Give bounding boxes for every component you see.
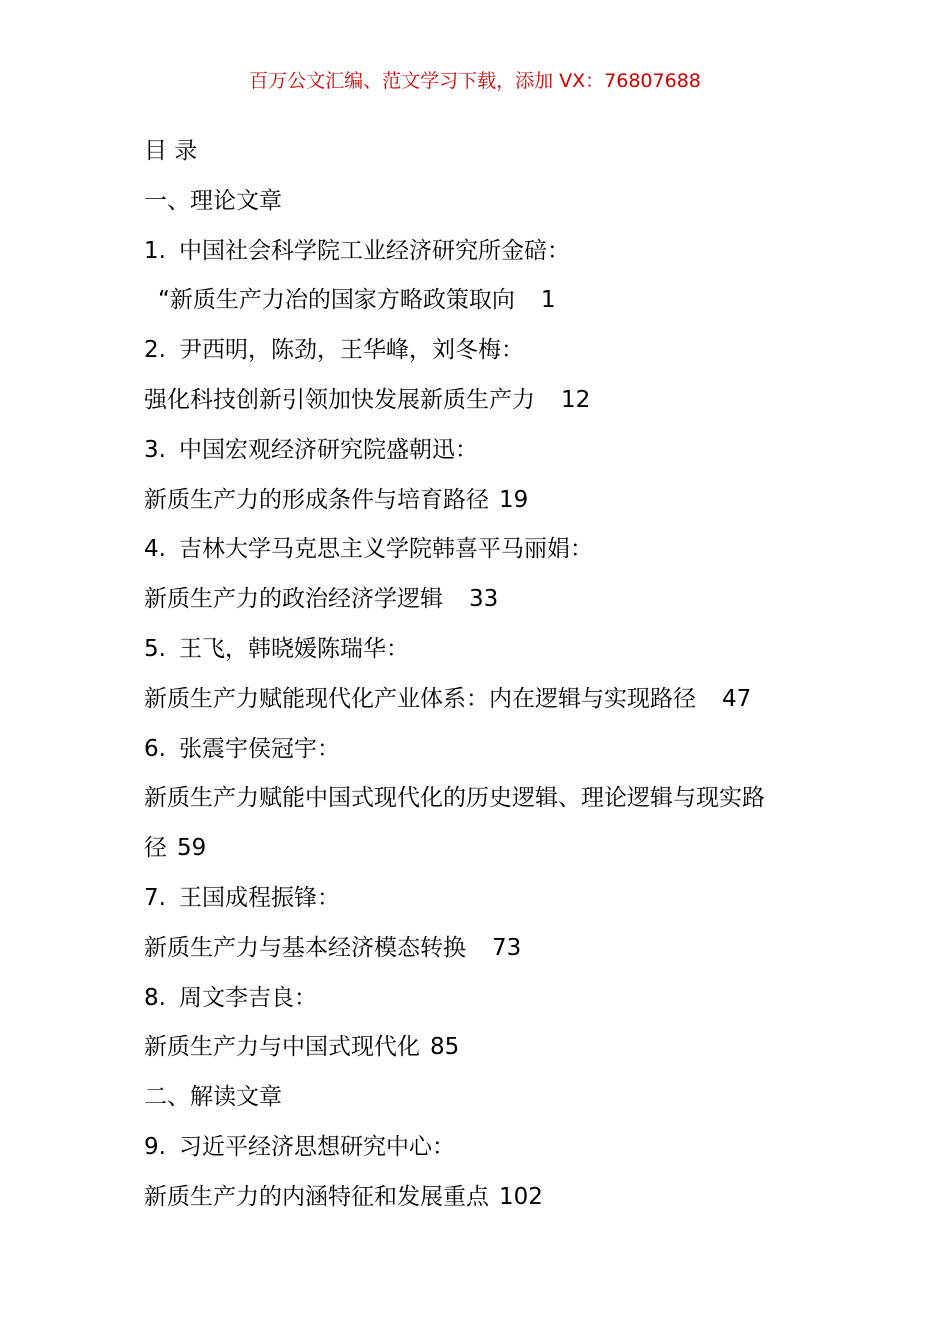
toc-entry-title-line — [144, 579, 844, 629]
toc-entry-title: 新质生产力的形成条件与培育路径 — [144, 486, 489, 513]
toc-entry-author-text: 王飞，韩晓媛陈瑞华： — [179, 635, 409, 662]
toc-entry-title: 新质生产力的内涵特征和发展重点 — [144, 1183, 489, 1210]
toc-entry-page: 12 — [561, 386, 591, 413]
toc-entry-title: 新质生产力赋能现代化产业体系：内在逻辑与实现路径 — [144, 685, 696, 712]
toc-entry-page: 85 — [430, 1034, 460, 1061]
toc-entry-author — [144, 629, 844, 679]
toc-entry-page: 19 — [499, 486, 529, 513]
toc-entry-number: 1. — [144, 237, 166, 264]
toc-entry-author — [144, 878, 844, 928]
toc-entry-author-text: 尹西明，陈劲，王华峰，刘冬梅： — [179, 337, 524, 364]
toc-entry-author — [144, 1127, 844, 1177]
toc-section-heading-2: 二、解读文章 — [144, 1084, 282, 1111]
toc-entry-number: 5. — [144, 635, 166, 662]
toc-entry-title: 强化科技创新引领加快发展新质生产力 — [144, 386, 535, 413]
toc-entry-title: 新质生产力与基本经济模态转换 — [144, 934, 466, 961]
toc-entry-author — [144, 430, 844, 480]
toc-entry-title-line — [144, 679, 844, 729]
toc-entry-author — [144, 529, 844, 579]
toc-entry-author — [144, 729, 844, 779]
toc-entry-page: 1 — [540, 287, 556, 314]
toc-entry-title-line-continued — [144, 828, 844, 878]
table-of-contents — [144, 131, 844, 1227]
toc-entry-title: 新质生产力的政治经济学逻辑 — [144, 586, 443, 613]
toc-entry-number: 3. — [144, 436, 166, 463]
toc-entry-page: 73 — [492, 934, 522, 961]
toc-entry-title-line — [144, 380, 844, 430]
toc-entry-title: 新质生产力赋能中国式现代化的历史逻辑、理论逻辑与现实路 — [144, 785, 765, 812]
toc-entry-number: 2. — [144, 337, 166, 364]
toc-entry-number: 8. — [144, 984, 166, 1011]
toc-entry-title: 新质生产力与中国式现代化 — [144, 1034, 420, 1061]
toc-entry-author — [144, 978, 844, 1028]
toc-title: 目 录 — [144, 138, 198, 164]
toc-entry-number: 4. — [144, 536, 166, 563]
toc-entry-author-text: 习近平经济思想研究中心： — [179, 1133, 455, 1160]
toc-entry-author — [144, 231, 844, 281]
toc-entry-author — [144, 330, 844, 380]
toc-entry-number: 6. — [144, 735, 166, 762]
toc-entry-author-text: 中国社会科学院工业经济研究所金碚： — [179, 237, 570, 264]
toc-entry-page: 102 — [499, 1183, 543, 1210]
toc-entry-author-text: 中国宏观经济研究院盛朝迅： — [179, 436, 478, 463]
toc-entry-author-text: 王国成程振锋： — [179, 884, 340, 911]
toc-entry-title-line — [144, 778, 844, 828]
toc-entry-number: 9. — [144, 1133, 166, 1160]
toc-entry-title-line — [144, 280, 844, 330]
toc-entry-author-text: 周文李吉良： — [179, 984, 317, 1011]
toc-entry-number: 7. — [144, 884, 166, 911]
toc-entry-title-line — [144, 928, 844, 978]
toc-section-heading-1: 一、理论文章 — [144, 187, 282, 214]
toc-entry-page: 33 — [469, 586, 499, 613]
header-watermark-text: 百万公文汇编、范文学习下载，添加 VX：76807688 — [249, 70, 701, 92]
toc-entry-title-continued: 径 — [144, 835, 167, 862]
toc-entry-page: 47 — [722, 685, 752, 712]
toc-entry-page: 59 — [177, 835, 207, 862]
toc-entry-title-line — [144, 480, 844, 530]
toc-entry-title: “新质生产力冶的国家方略政策取向 — [158, 287, 515, 314]
toc-entry-author-text: 吉林大学马克思主义学院韩喜平马丽娟： — [179, 536, 593, 563]
toc-entry-title-line — [144, 1177, 844, 1227]
toc-entry-author-text: 张震宇侯冠宇： — [179, 735, 340, 762]
toc-entry-title-line — [144, 1027, 844, 1077]
